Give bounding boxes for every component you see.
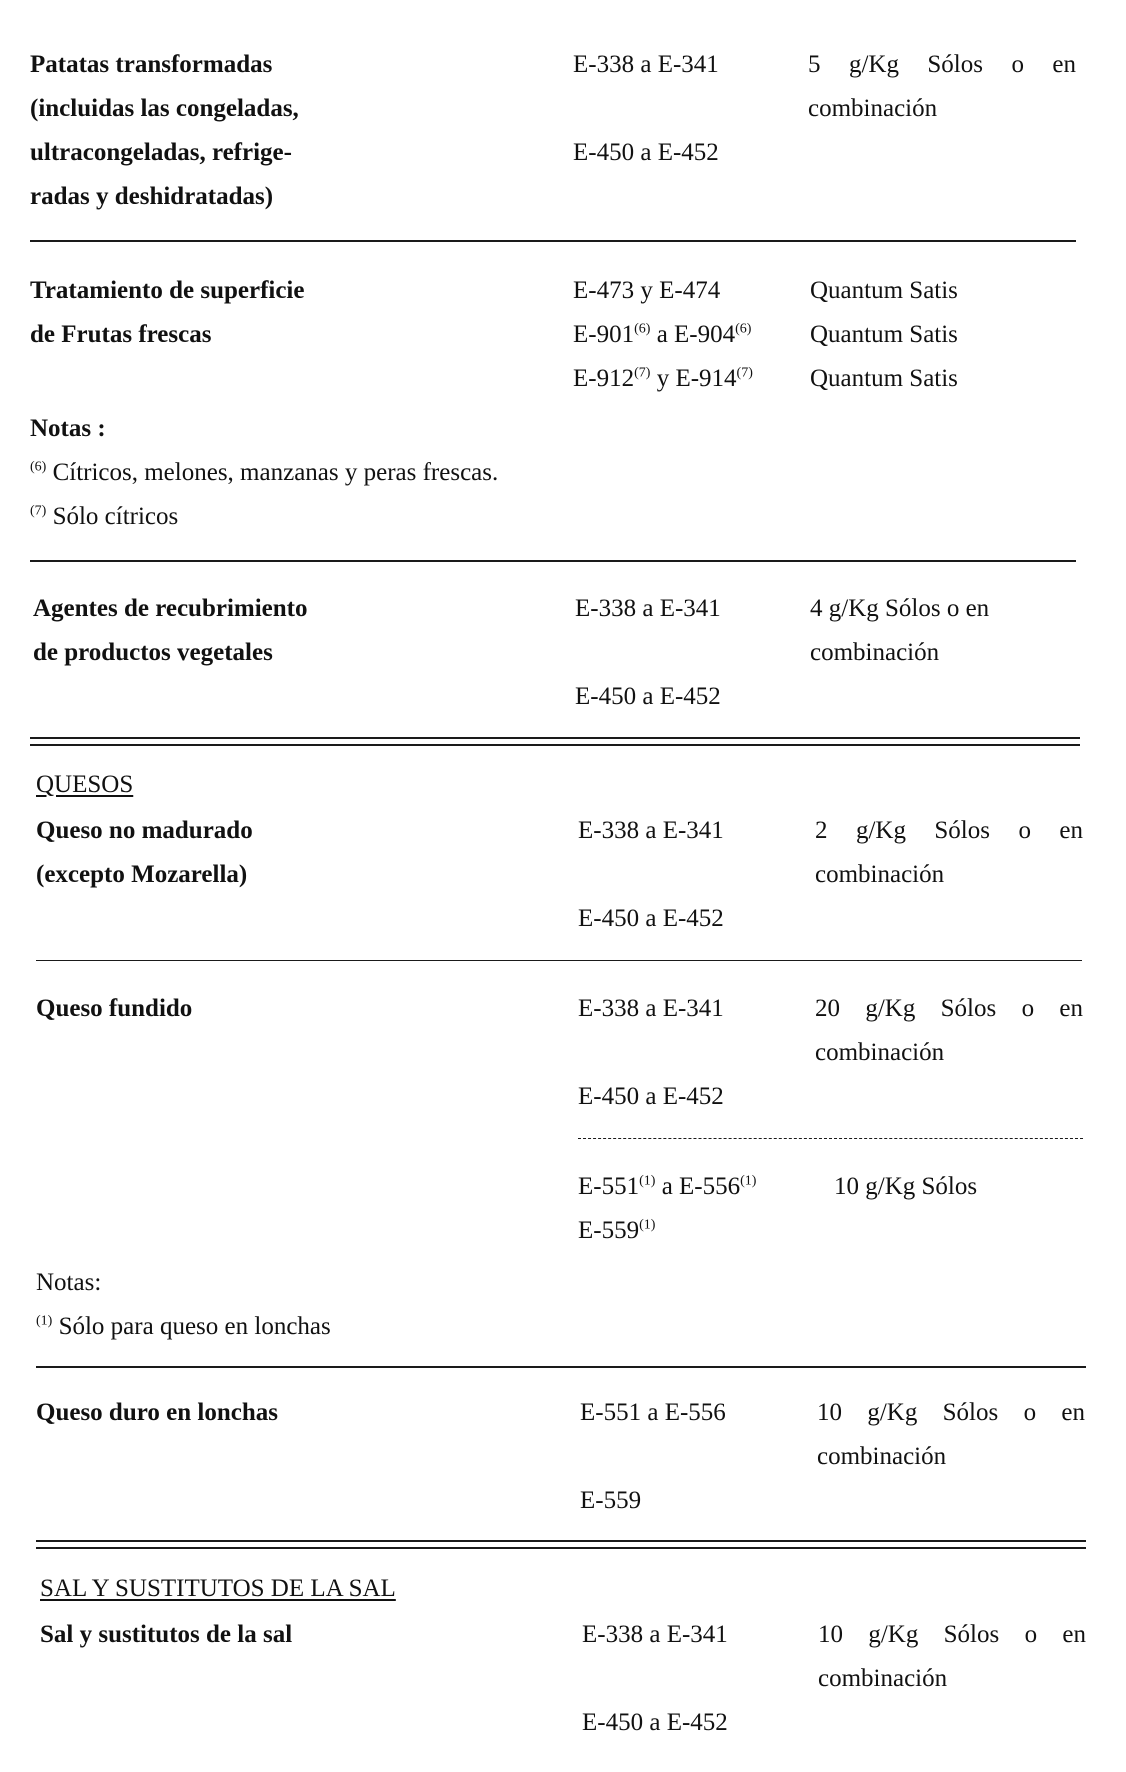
footnote-ref: (1) xyxy=(639,1173,656,1189)
additive-range: E-473 y E-474 xyxy=(573,277,721,304)
additive-range: E-559 xyxy=(580,1487,642,1514)
additive-range: E-450 a E-452 xyxy=(573,139,719,166)
footnote-text: $^{(1)}$ Sólo para queso en lonchas xyxy=(36,1313,331,1340)
dose-text: 10 g/Kg Sólos o en xyxy=(817,1399,1085,1426)
section-divider xyxy=(30,744,1080,746)
footnote-ref: (7) xyxy=(634,365,651,381)
food-name-line: Patatas transformadas xyxy=(30,51,273,78)
additive-range: E-338 a E-341 xyxy=(582,1621,728,1648)
food-name-line: (incluidas las congeladas, xyxy=(30,95,299,122)
section-divider xyxy=(36,1547,1086,1549)
dose-text: combinación xyxy=(815,1039,945,1066)
dose-text: 2 g/Kg Sólos o en xyxy=(815,817,1083,844)
food-name-line: Queso duro en lonchas xyxy=(36,1399,278,1426)
footnote-ref: (1) xyxy=(740,1173,757,1189)
additive-range: E-450 a E-452 xyxy=(578,905,724,932)
row-divider xyxy=(30,240,1076,242)
additive-range: E-551 a E-556 xyxy=(580,1399,726,1426)
food-name-line: de Frutas frescas xyxy=(30,321,212,348)
dose-text: 5 g/Kg Sólos o en xyxy=(808,51,1076,78)
dose-text: 4 g/Kg Sólos o en xyxy=(810,595,990,622)
food-name-line: Sal y sustitutos de la sal xyxy=(40,1621,293,1648)
row-divider xyxy=(36,960,1082,961)
dose-text: combinación xyxy=(818,1665,948,1692)
dose-text: combinación xyxy=(817,1443,947,1470)
additive-range: E-450 a E-452 xyxy=(582,1709,728,1736)
dose-text: 10 g/Kg Sólos o en xyxy=(818,1621,1086,1648)
section-heading: SAL Y SUSTITUTOS DE LA SAL xyxy=(40,1575,396,1602)
additive-range: E-551$^{(1)}$ a E-556$^{(1)}$ xyxy=(578,1173,757,1200)
additive-range: E-559$^{(1)}$ xyxy=(578,1217,656,1244)
footnote-ref: (6) xyxy=(634,321,651,337)
additive-range: E-338 a E-341 xyxy=(578,995,724,1022)
dose-text: combinación xyxy=(808,95,938,122)
dose-text: 20 g/Kg Sólos o en xyxy=(815,995,1083,1022)
footnote-ref: (6) xyxy=(735,321,752,337)
food-name-line: (excepto Mozarella) xyxy=(36,861,248,888)
footnote-text: $^{(7)}$ Sólo cítricos xyxy=(30,503,179,530)
food-name-line: radas y deshidratadas) xyxy=(30,183,274,210)
row-divider xyxy=(30,560,1076,562)
footnote-text: $^{(6)}$ Cítricos, melones, manzanas y peras frescas. xyxy=(30,459,499,486)
section-divider xyxy=(30,737,1080,739)
food-name-line: Agentes de recubrimiento xyxy=(33,595,308,622)
footnote-ref: (7) xyxy=(736,365,753,381)
additive-range: E-338 a E-341 xyxy=(575,595,721,622)
dose-text: combinación xyxy=(810,639,940,666)
additive-range: E-450 a E-452 xyxy=(578,1083,724,1110)
notes-title: Notas: xyxy=(36,1269,102,1296)
notes-title: Notas : xyxy=(30,415,106,442)
dose-text: 10 g/Kg Sólos xyxy=(834,1173,978,1200)
food-name-line: Tratamiento de superficie xyxy=(30,277,305,304)
row-divider xyxy=(36,1366,1086,1368)
dose-text: combinación xyxy=(815,861,945,888)
additive-range: E-901$^{(6)}$ a E-904$^{(6)}$ xyxy=(573,321,752,348)
food-name-line: ultracongeladas, refrige- xyxy=(30,139,292,166)
section-heading: QUESOS xyxy=(36,771,134,798)
additive-range: E-338 a E-341 xyxy=(578,817,724,844)
additive-range: E-450 a E-452 xyxy=(575,683,721,710)
dose-text: Quantum Satis xyxy=(810,321,958,348)
additive-range: E-912$^{(7)}$ y E-914$^{(7)}$ xyxy=(573,365,753,392)
additive-range: E-338 a E-341 xyxy=(573,51,719,78)
dose-text: Quantum Satis xyxy=(810,365,958,392)
food-name-line: Queso fundido xyxy=(36,995,193,1022)
food-name-line: Queso no madurado xyxy=(36,817,253,844)
dashed-divider xyxy=(578,1138,1083,1139)
dose-text: Quantum Satis xyxy=(810,277,958,304)
section-divider xyxy=(36,1540,1086,1542)
footnote-ref: (1) xyxy=(639,1217,656,1233)
food-name-line: de productos vegetales xyxy=(33,639,273,666)
